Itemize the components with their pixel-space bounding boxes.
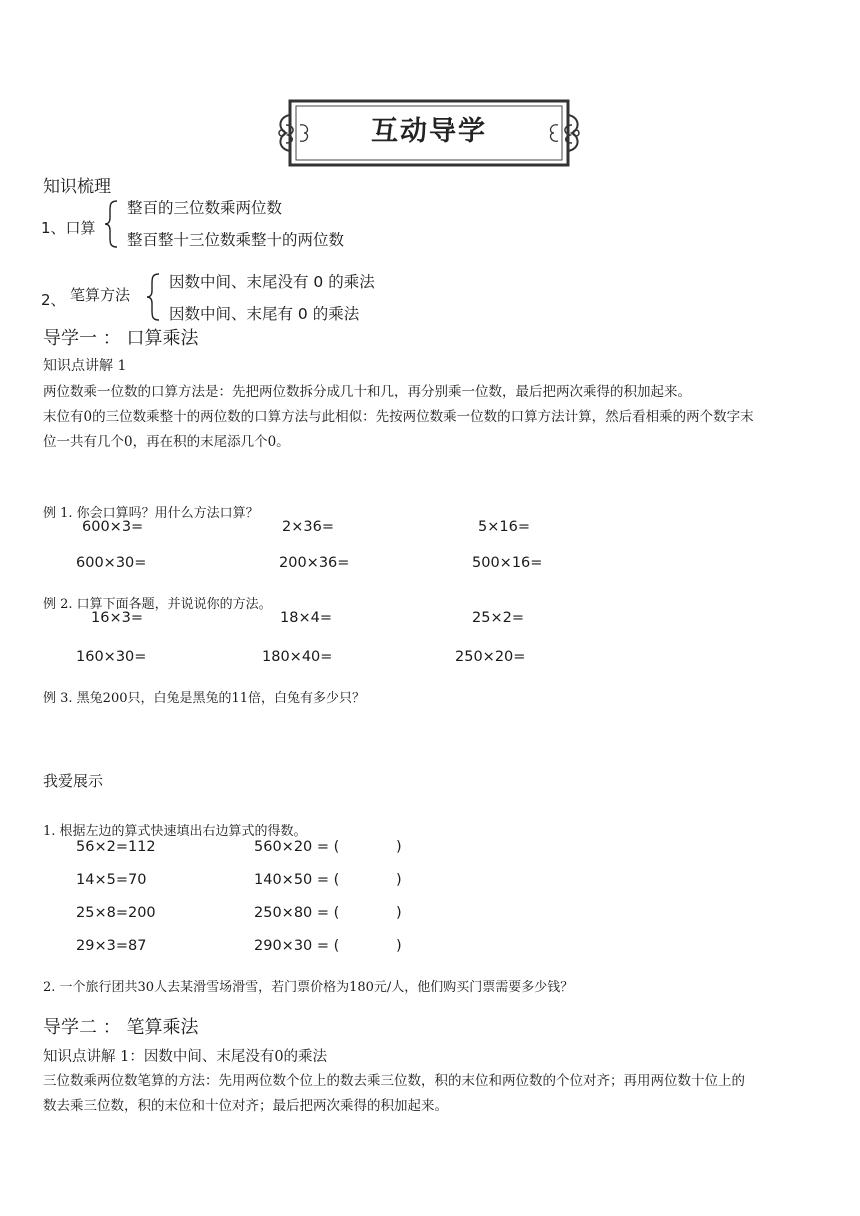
answer-blank-close: ) [396,938,402,954]
guide2-paragraph-1b: 数去乘三位数，积的末位和十位对齐；最后把两次乘得的积加起来。 [43,1098,448,1114]
calc-item: 5×16= [478,519,530,535]
known-equation: 25×8=200 [76,905,156,921]
calc-item: 500×16= [472,555,543,571]
show-question-2: 2. 一个旅行团共30人去某滑雪场滑雪，若门票价格为180元/人，他们购买门票需要多少钱？ [43,980,574,995]
known-equation: 56×2=112 [76,839,156,855]
title-banner [276,95,582,171]
calc-item: 600×30= [76,555,147,571]
answer-equation: 560×20 = ( [254,839,340,855]
calc-item: 25×2= [472,610,524,626]
known-equation: 14×5=70 [76,872,147,888]
left-brace-icon [103,199,119,249]
show-heading: 我爱展示 [43,772,104,790]
guide1-paragraph-1: 两位数乘一位数的口算方法是：先把两位数拆分成几十和几，再分别乘一位数，最后把两次乘得的积加起来。 [43,384,691,400]
calc-item: 250×20= [455,649,526,665]
guide2-point-title: 知识点讲解 1：因数中间、末尾没有0的乘法 [43,1049,328,1065]
example-1-text: 例 1. 你会口算吗？用什么方法口算？ [43,506,259,521]
calc-item: 600×3= [82,519,144,535]
known-equation: 29×3=87 [76,938,147,954]
answer-equation: 140×50 = ( [254,872,340,888]
show-question-1: 1. 根据左边的算式快速填出右边算式的得数。 [43,824,307,839]
calc-item: 2×36= [282,519,334,535]
banner-title: 互动导学 [371,116,487,147]
guide1-point-title: 知识点讲解 1 [43,358,127,374]
written-item-2: 因数中间、末尾有 0 的乘法 [169,305,360,323]
calc-item: 200×36= [279,555,350,571]
example-3-text: 例 3. 黑兔200只，白兔是黑兔的11倍，白兔有多少只？ [43,691,366,706]
answer-equation: 290×30 = ( [254,938,340,954]
answer-blank-close: ) [396,839,402,855]
guide2-paragraph-1a: 三位数乘两位数笔算的方法：先用两位数个位上的数去乘三位数，积的末位和两位数的个位对齐；再用两位数十位上的 [43,1073,745,1089]
example-2-text: 例 2. 口算下面各题，并说说你的方法。 [43,597,272,612]
calc-item: 16×3= [91,610,143,626]
guide1-paragraph-2a: 末位有0的三位数乘整十的两位数的口算方法与此相似：先按两位数乘一位数的口算方法计算，然后看相乘的两个数字末 [43,409,754,425]
oral-item-2: 整百整十三位数乘整十的两位数 [127,231,345,249]
written-item-1: 因数中间、末尾没有 0 的乘法 [169,273,375,291]
calc-item: 18×4= [280,610,332,626]
answer-blank-close: ) [396,872,402,888]
summary-heading: 知识梳理 [43,177,111,197]
answer-equation: 250×80 = ( [254,905,340,921]
calc-item: 160×30= [76,649,147,665]
answer-blank-close: ) [396,905,402,921]
guide1-title: 导学一 ： 口算乘法 [43,328,199,349]
guide2-title: 导学二 ： 笔算乘法 [43,1017,199,1038]
oral-label: 1、口算 [41,219,96,237]
written-label: 笔算方法 [70,286,131,304]
guide1-paragraph-2b: 位一共有几个0，再在积的末尾添几个0。 [43,434,290,450]
oral-item-1: 整百的三位数乘两位数 [127,199,283,217]
left-brace-icon [145,272,161,322]
written-num: 2、 [41,291,66,309]
calc-item: 180×40= [262,649,333,665]
